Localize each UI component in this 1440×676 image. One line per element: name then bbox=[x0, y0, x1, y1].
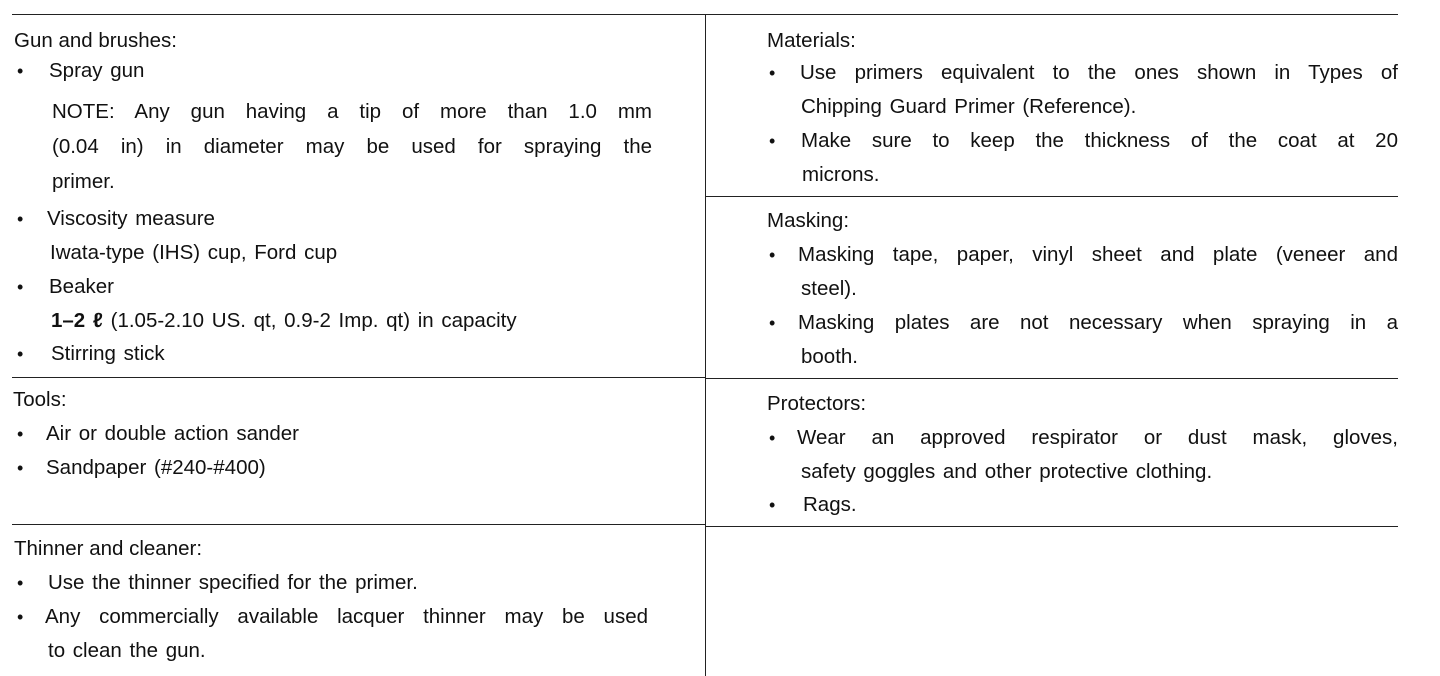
item-text: Air or double action sander bbox=[46, 422, 300, 445]
item-line: booth. bbox=[801, 345, 858, 368]
bullet-icon: • bbox=[769, 131, 776, 151]
item-line: Wear an approved respirator or dust mask, gloves, bbox=[797, 426, 1398, 449]
bullet-icon: • bbox=[17, 573, 24, 593]
rule-right-protectors bbox=[705, 378, 1398, 379]
item-text bbox=[47, 202, 337, 270]
item-text: Spray gun bbox=[49, 59, 145, 82]
bullet-icon: • bbox=[769, 428, 776, 448]
item-detail bbox=[51, 304, 517, 338]
item-line: Masking tape, paper, vinyl sheet and plate (veneer and bbox=[798, 243, 1398, 266]
item-text: Use the thinner specified for the primer. bbox=[48, 571, 418, 594]
section-heading-gun-and-brushes: Gun and brushes: bbox=[14, 29, 177, 52]
bullet-icon: • bbox=[17, 424, 24, 444]
item-line: safety goggles and other protective clothing. bbox=[801, 460, 1213, 483]
item-text bbox=[801, 124, 1398, 192]
beaker-quantity: 1–2 ℓ bbox=[51, 309, 103, 332]
bullet-icon: • bbox=[769, 495, 776, 515]
bullet-icon: • bbox=[17, 344, 24, 364]
item-line: to clean the gun. bbox=[48, 639, 206, 662]
item-line: Chipping Guard Primer (Reference). bbox=[801, 95, 1137, 118]
item-detail: Iwata-type (IHS) cup, Ford cup bbox=[50, 241, 338, 264]
item-text bbox=[798, 238, 1398, 306]
rule-left-thinner bbox=[12, 524, 705, 525]
rule-left-tools bbox=[12, 377, 705, 378]
item-line: Use primers equivalent to the ones shown in Types of bbox=[800, 61, 1398, 84]
bullet-icon: • bbox=[17, 607, 24, 627]
item-text: Rags. bbox=[803, 493, 857, 516]
bullet-icon: • bbox=[769, 313, 776, 333]
beaker-detail: (1.05-2.10 US. qt, 0.9-2 Imp. qt) in capacity bbox=[110, 309, 517, 332]
column-divider bbox=[705, 14, 706, 676]
note-block bbox=[52, 94, 652, 199]
bullet-icon: • bbox=[17, 277, 24, 297]
section-heading-protectors: Protectors: bbox=[767, 392, 867, 415]
item-line: Any commercially available lacquer thinner may be used bbox=[45, 605, 648, 628]
item-line: microns. bbox=[802, 163, 880, 186]
bullet-icon: • bbox=[769, 63, 776, 83]
item-line: Masking plates are not necessary when spraying in a bbox=[798, 311, 1398, 334]
section-heading-masking: Masking: bbox=[767, 209, 850, 232]
item-line: Viscosity measure bbox=[47, 207, 215, 230]
item-text: Stirring stick bbox=[51, 342, 165, 365]
section-heading-thinner: Thinner and cleaner: bbox=[14, 537, 203, 560]
bullet-icon: • bbox=[17, 61, 24, 81]
item-text: Sandpaper (#240-#400) bbox=[46, 456, 266, 479]
item-line: steel). bbox=[801, 277, 857, 300]
bullet-icon: • bbox=[769, 245, 776, 265]
item-text bbox=[798, 306, 1398, 374]
bullet-icon: • bbox=[17, 458, 24, 478]
note-line: primer. bbox=[52, 170, 115, 193]
item-text bbox=[800, 56, 1398, 124]
note-line: (0.04 in) in diameter may be used for spraying the bbox=[52, 135, 652, 158]
bullet-icon: • bbox=[17, 209, 24, 229]
rule-right-masking bbox=[705, 196, 1398, 197]
item-line: Make sure to keep the thickness of the coat at 20 bbox=[801, 129, 1398, 152]
item-text bbox=[49, 270, 517, 338]
item-text bbox=[45, 600, 648, 668]
rule-right-bottom bbox=[705, 526, 1398, 527]
item-text bbox=[797, 421, 1398, 489]
item-line: Beaker bbox=[49, 275, 114, 298]
section-heading-tools: Tools: bbox=[13, 388, 67, 411]
section-heading-materials: Materials: bbox=[767, 29, 856, 52]
note-line: NOTE: Any gun having a tip of more than 1.0 mm bbox=[52, 100, 652, 123]
